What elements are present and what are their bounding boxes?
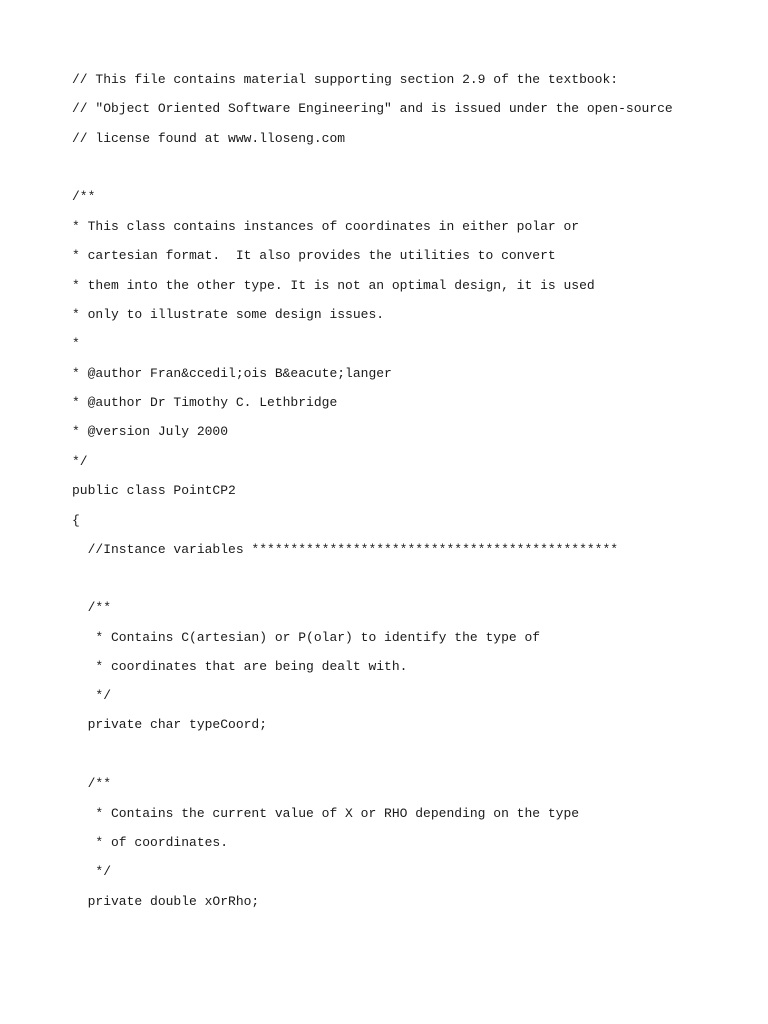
code-line: */ bbox=[72, 864, 112, 879]
code-line: private char typeCoord; bbox=[72, 717, 268, 732]
code-line: //Instance variables *********************************************** bbox=[72, 542, 619, 557]
code-line: public class PointCP2 bbox=[72, 483, 236, 498]
code-line: * @author Dr Timothy C. Lethbridge bbox=[72, 395, 338, 410]
code-line: */ bbox=[72, 454, 88, 469]
code-line: * @author Fran&ccedil;ois B&eacute;langer bbox=[72, 366, 392, 381]
code-line: * This class contains instances of coordinates in either polar or bbox=[72, 219, 580, 234]
code-line: // This file contains material supporting section 2.9 of the textbook: bbox=[72, 72, 619, 87]
code-line: /** bbox=[72, 600, 112, 615]
code-line: * bbox=[72, 336, 80, 351]
code-line: * Contains C(artesian) or P(olar) to identify the type of bbox=[72, 630, 541, 645]
code-line: // "Object Oriented Software Engineering" and is issued under the open-source bbox=[72, 101, 673, 116]
code-line: /** bbox=[72, 776, 112, 791]
code-line: * cartesian format. It also provides the utilities to convert bbox=[72, 248, 556, 263]
code-line: private double xOrRho; bbox=[72, 894, 260, 909]
code-line: * coordinates that are being dealt with. bbox=[72, 659, 408, 674]
code-line: * @version July 2000 bbox=[72, 424, 229, 439]
code-line: * Contains the current value of X or RHO depending on the type bbox=[72, 806, 580, 821]
code-line: { bbox=[72, 513, 80, 528]
code-line: * only to illustrate some design issues. bbox=[72, 307, 385, 322]
code-line: * them into the other type. It is not an optimal design, it is used bbox=[72, 278, 595, 293]
code-line: // license found at www.lloseng.com bbox=[72, 131, 346, 146]
code-line: * of coordinates. bbox=[72, 835, 229, 850]
code-line: */ bbox=[72, 688, 112, 703]
code-line: /** bbox=[72, 189, 96, 204]
